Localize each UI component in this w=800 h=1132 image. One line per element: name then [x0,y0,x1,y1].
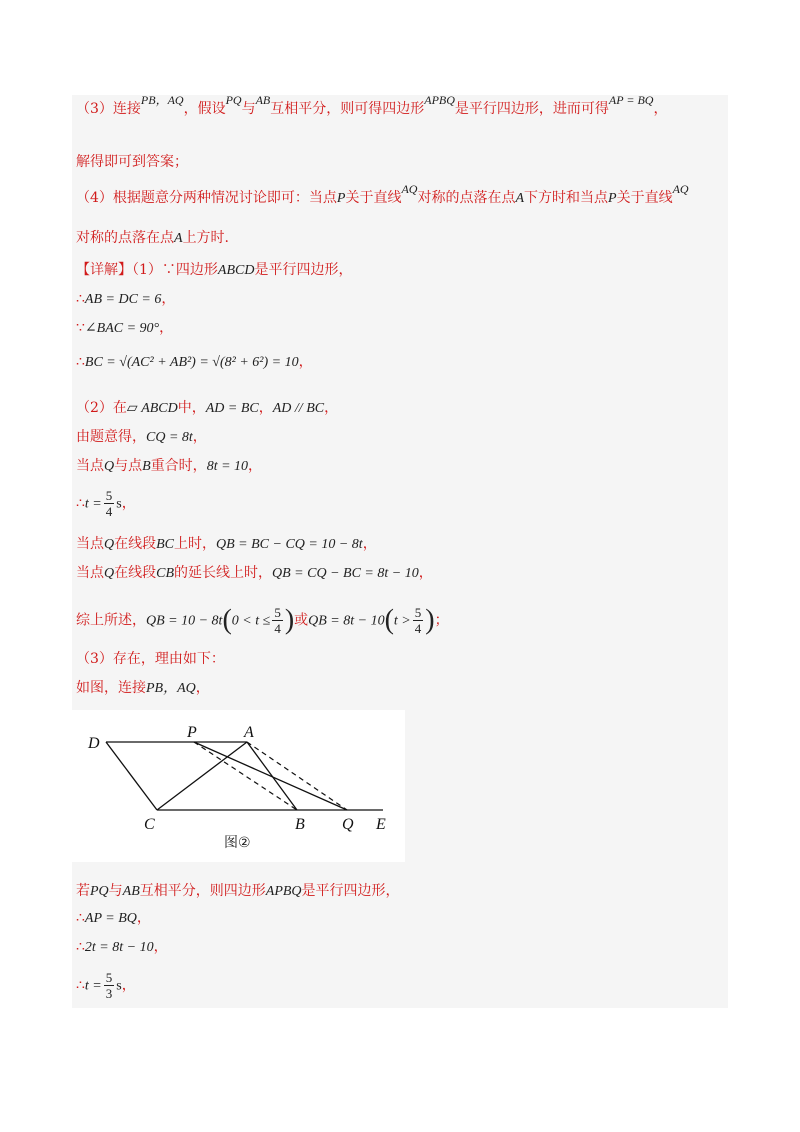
text-line-cq: 由题意得，CQ = 8t， [76,429,207,445]
text-line-angle: ∵∠BAC = 90°， [76,320,174,336]
text-line-bc: ∴BC = √(AC² + AB²) = √(8² + 6²) = 10， [76,354,313,370]
text-line-on-extension: 当点Q在线段CB的延长线上时，QB = CQ − BC = 8t − 10， [76,565,433,581]
text-line-hint-3: （3）连接PB，AQ，假设PQ与AB互相平分，则可得四边形APBQ是平行四边形，进而可得AP = BQ， [76,93,668,117]
segment-dc [106,742,157,810]
text-line-ap-bq: ∴AP = BQ， [76,910,151,926]
figure-svg [72,710,405,862]
text-line-detail-2: （2）在▱ ABCD中，AD = BC，AD // BC， [76,400,339,416]
text-line-ab-dc: ∴AB = DC = 6， [76,291,176,307]
label-e: E [376,816,386,833]
text-line-hint-4: （4）根据题意分两种情况讨论即可：当点P关于直线AQ对称的点落在点A下方时和当点P关于直线AQ [76,182,689,206]
text-line-connect: 如图，连接PB，AQ， [76,680,210,696]
text-line-hint-4-cont: 对称的点落在点A上方时. [76,230,230,246]
geometry-figure [72,710,405,862]
text-line-t-result: ∴t = $\frac{5}{3}$ s， [76,970,136,1001]
label-d: D [88,735,100,752]
segment-pq [194,742,347,810]
label-b: B [295,816,305,833]
segment-ac [157,742,247,810]
text-line-summary: 综上所述，QB = 10 − 8t(0 < t ≤ $\frac{5}{4}$ )或QB = 8t − 10(t > $\frac{5}{4}$ )； [76,604,449,636]
fraction: $\frac{5}{4}$ [105,488,113,519]
label-c: C [144,816,155,833]
text-line-coincide: 当点Q与点B重合时，8t = 10， [76,458,263,474]
fraction: $\frac{5}{4}$ [414,605,422,636]
label-a: A [244,724,254,741]
text-line-bisect: 若PQ与AB互相平分，则四边形APBQ是平行四边形， [76,883,400,899]
fraction: $\frac{5}{4}$ [274,605,281,636]
label-q: Q [342,816,354,833]
text-line-detail-1: 【详解】（1）∵四边形ABCD是平行四边形， [76,262,353,278]
text-line-t-value: ∴t = $\frac{5}{4}$ s， [76,488,136,519]
segment-aq [247,742,347,810]
text-line-equation: ∴2t = 8t − 10， [76,939,168,955]
text-line-on-segment: 当点Q在线段BC上时，QB = BC − CQ = 10 − 8t， [76,536,377,552]
segment-pb [194,742,297,810]
figure-caption: 图② [224,835,251,851]
label-p: P [187,724,197,741]
text-line-hint-3-cont: 解得即可到答案； [76,154,188,170]
fraction: $\frac{5}{3}$ [105,970,113,1001]
text-line-detail-3: （3）存在，理由如下： [76,651,225,667]
